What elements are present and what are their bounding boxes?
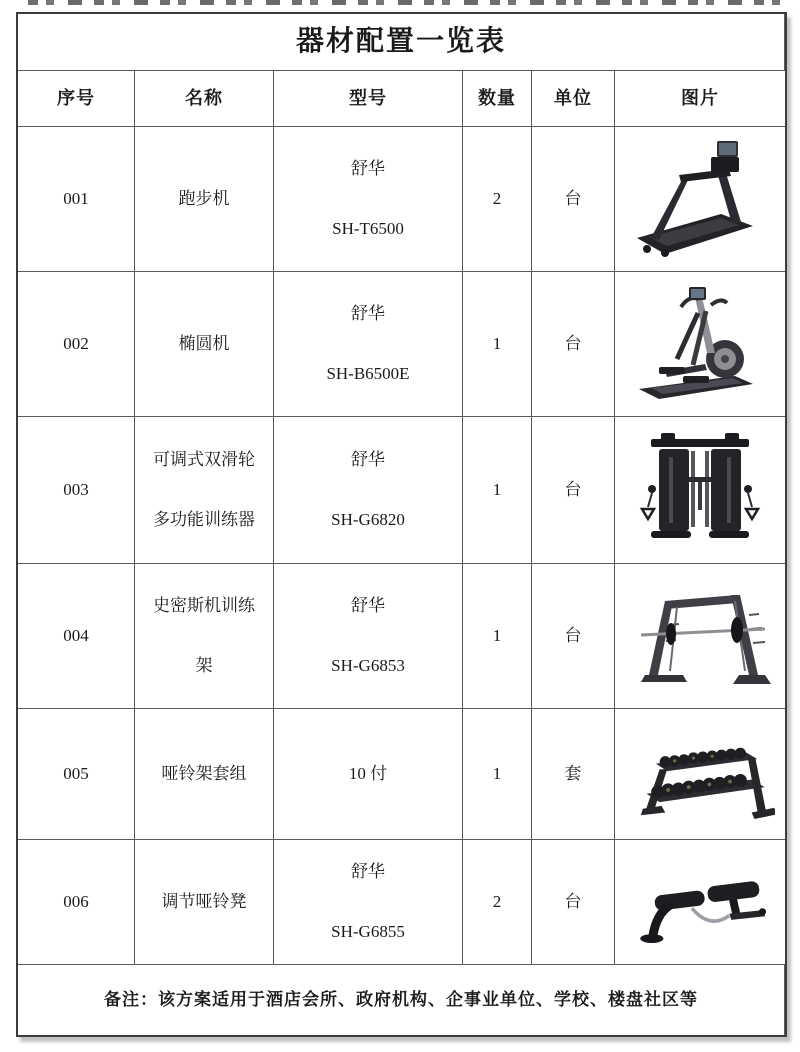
name-line: 调节哑铃凳 xyxy=(161,891,247,911)
model-brand: 舒华 xyxy=(351,861,385,881)
table-title: 器材配置一览表 xyxy=(18,14,785,71)
unit-cell: 套 xyxy=(532,709,615,840)
smith-machine-image xyxy=(625,571,775,701)
quantity-cell: 2 xyxy=(463,840,532,965)
image-cell xyxy=(615,127,785,272)
model-brand: 舒华 xyxy=(351,303,385,323)
serial-cell: 002 xyxy=(18,272,135,417)
serial-cell: 006 xyxy=(18,840,135,965)
model-brand: 舒华 xyxy=(351,158,385,178)
name-cell xyxy=(135,840,274,965)
unit-cell: 台 xyxy=(532,272,615,417)
quantity-cell: 1 xyxy=(463,709,532,840)
serial-cell: 005 xyxy=(18,709,135,840)
name-line: 可调式双滑轮 xyxy=(153,449,255,469)
model-code: SH-G6853 xyxy=(331,656,405,675)
name-cell xyxy=(135,272,274,417)
dumbbell-rack-image xyxy=(625,713,775,835)
image-cell xyxy=(615,840,785,965)
unit-cell: 台 xyxy=(532,840,615,965)
column-header-image: 图片 xyxy=(615,71,785,127)
note-row xyxy=(18,965,785,1035)
model-cell xyxy=(274,272,463,417)
model-brand: 舒华 xyxy=(351,449,385,469)
name-cell xyxy=(135,564,274,709)
adjustable-bench-image xyxy=(625,844,775,960)
name-cell xyxy=(135,417,274,564)
model-spec: 10 付 xyxy=(348,763,388,783)
column-header-quantity: 数量 xyxy=(463,71,532,127)
model-cell xyxy=(274,417,463,564)
model-code: SH-G6820 xyxy=(331,510,405,529)
equipment-table xyxy=(16,12,787,1037)
quantity-cell: 1 xyxy=(463,417,532,564)
unit-cell: 台 xyxy=(532,127,615,272)
model-code: SH-B6500E xyxy=(326,364,410,383)
name-line: 架 xyxy=(195,656,213,675)
model-code: SH-T6500 xyxy=(332,219,404,238)
note-text: 该方案适用于酒店会所、政府机构、企事业单位、学校、楼盘社区等 xyxy=(158,989,698,1009)
model-cell xyxy=(274,709,463,840)
column-header-name: 名称 xyxy=(135,71,274,127)
name-line: 史密斯机训练 xyxy=(153,595,255,615)
unit-cell: 台 xyxy=(532,564,615,709)
serial-cell: 004 xyxy=(18,564,135,709)
image-cell xyxy=(615,272,785,417)
quantity-cell: 1 xyxy=(463,272,532,417)
model-code: SH-G6855 xyxy=(331,922,405,941)
elliptical-image xyxy=(625,279,775,409)
treadmill-image xyxy=(625,134,775,264)
name-line: 跑步机 xyxy=(178,188,230,208)
model-cell xyxy=(274,564,463,709)
quantity-cell: 1 xyxy=(463,564,532,709)
column-header-serial: 序号 xyxy=(18,71,135,127)
serial-cell: 003 xyxy=(18,417,135,564)
image-cell xyxy=(615,564,785,709)
name-line: 椭圆机 xyxy=(178,333,230,353)
quantity-cell: 2 xyxy=(463,127,532,272)
column-header-unit: 单位 xyxy=(532,71,615,127)
name-cell xyxy=(135,127,274,272)
note-label: 备注： xyxy=(104,989,158,1009)
cropped-text-strip xyxy=(28,0,788,5)
name-cell xyxy=(135,709,274,840)
functional-trainer-image xyxy=(625,425,775,555)
image-cell xyxy=(615,709,785,840)
serial-cell: 001 xyxy=(18,127,135,272)
unit-cell: 台 xyxy=(532,417,615,564)
name-line: 多功能训练器 xyxy=(153,510,255,529)
model-cell xyxy=(274,127,463,272)
name-line: 哑铃架套组 xyxy=(161,763,247,783)
model-brand: 舒华 xyxy=(351,595,385,615)
column-header-model: 型号 xyxy=(274,71,463,127)
model-cell xyxy=(274,840,463,965)
image-cell xyxy=(615,417,785,564)
